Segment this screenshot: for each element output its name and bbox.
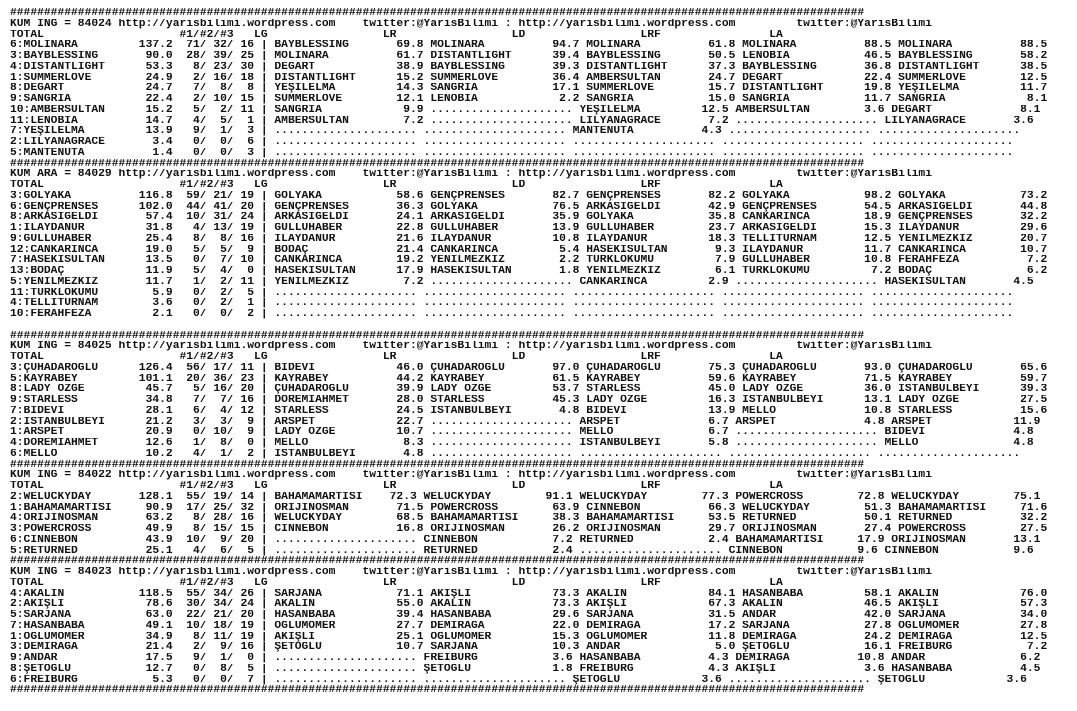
table-row: 4:ORİJİNOSMAN 63.2 8/ 28/ 16 | WELUCKYDAY 68.5 BAHAMAMARTISI 38.3 BAHAMAMARTISI 53.5 RETURNED 50.1 RETURNED 32.2 (10, 513, 1048, 524)
column-header: TOTAL #1/#2/#3 LG LR LD LRF LA (10, 481, 783, 492)
table-row (10, 320, 1077, 331)
table-row: 2:İSTANBULBEYİ 21.2 3/ 3/ 9 | ARSPET 22.7 ..................... ARSPET 6.7 ARSPET 4.8 ARSPET 11.9 (10, 416, 1041, 428)
block-kum-ing-84022 (10, 460, 1077, 557)
block-kum-ara-84029 (10, 159, 1077, 331)
table-row: 11:TÜRKLOKUMU 5.9 0/ 2/ 5 | ..................... ..................... ..................... ..................... ..................... (10, 287, 1014, 299)
table-row: 10:FERAHFEZA 2.1 0/ 0/ 2 | ..................... ..................... ..................... ..................... ..................... (10, 309, 1014, 320)
separator-line: ############################################################################################################################## (10, 8, 865, 19)
table-row: 8:ARKASIGELDİ 57.4 10/ 31/ 24 | ARKASIGELDİ 24.1 ARKASIGELDİ 35.9 GÖLYAKA 35.8 CANKARINCA 18.9 GENÇPRENSES 32.2 (10, 212, 1048, 223)
table-row: 3:GÖLYAKA 116.8 59/ 21/ 19 | GÖLYAKA 58.6 GENÇPRENSES 82.7 GENÇPRENSES 82.2 GÖLYAKA 98.2 GÖLYAKA 73.2 (10, 190, 1048, 202)
table-row: 6:MELLO 10.2 4/ 1/ 2 | İSTANBULBEYİ 4.8 ..................... ..................... ..................... ..................... (10, 448, 1021, 460)
table-row: 4:AKALIN 118.5 55/ 34/ 26 | SARJANA 71.1 AKIŞLI 73.3 AKALIN 84.1 HASANBABA 58.1 AKALIN 76.0 (10, 588, 1048, 600)
race-header: KUM ING = 84025 http://yarisbilimi.wordpress.com twitter:@YarisBilimi : http://yarisbilimi.wordpress.com twitter:@YarisBilimi (10, 341, 932, 352)
block-kum-ing-84025 (10, 331, 1077, 460)
table-row: 6:CİNNEBON 43.9 10/ 9/ 20 | ..................... CİNNEBON 7.2 RETURNED 2.4 BAHAMAMARTISI 17.9 ORİJİNOSMAN 13.1 (10, 534, 1041, 546)
table-row: 4:DOREMİAHMET 12.6 1/ 8/ 0 | MELLO 8.3 ..................... İSTANBULBEYİ 5.8 ..................... MELLO 4.8 (10, 438, 1034, 449)
table-row: 7:BİDEVİ 28.1 6/ 4/ 12 | STARLESS 24.5 İSTANBULBEYİ 4.8 BİDEVİ 13.9 MELLO 10.8 STARLESS 15.6 (10, 405, 1048, 417)
table-row: 6:FREIBURG 5.3 0/ 0/ 7 | ..................... ..................... ŞETOĞLU 3.6 ..................... ŞETOĞLU 3.6 (10, 674, 1027, 686)
table-row: 1:OĞLUMÖMER 34.9 8/ 11/ 19 | AKIŞLI 25.1 OĞLUMÖMER 15.3 OĞLUMÖMER 11.8 DEMİRAĞA 24.2 DEMİRAĞA 12.5 (10, 631, 1048, 643)
race-header: KUM ING = 84024 http://yarisbilimi.wordpress.com twitter:@YarisBilimi : http://yarisbilimi.wordpress.com twitter:@YarisBilimi (10, 18, 932, 30)
table-row: 6:MOLINARA 137.2 71/ 32/ 16 | BAYBLESSING 69.8 MOLINARA 94.7 MOLINARA 61.8 MOLINARA 88.5 MOLINARA 88.5 (10, 40, 1048, 51)
table-row: 11:LENOBIA 14.7 4/ 5/ 1 | AMBERSULTAN 7.2 ..................... LILYANAGRACE 7.2 ..................... LILYANAGRACE 3.6 (10, 115, 1034, 127)
table-row: 8:LADY ÖZGE 45.7 5/ 16/ 20 | ÇUHADAROĞLU 39.9 LADY ÖZGE 53.7 STARLESS 45.0 LADY ÖZGE 36.0 İSTANBULBEYİ 39.3 (10, 384, 1048, 395)
separator-line: ############################################################################################################################## (10, 158, 865, 170)
table-row: 1:ARSPET 20.9 0/ 10/ 9 | LADY ÖZGE 10.7 ..................... MELLO 6.7 ..................... BİDEVİ 4.8 (10, 427, 1034, 438)
table-row: 2:WELUCKYDAY 128.1 55/ 19/ 14 | BAHAMAMARTISI 72.3 WELUCKYDAY 91.1 WELUCKYDAY 77.3 POWERCROSS 72.8 WELUCKYDAY 75.1 (10, 491, 1041, 503)
table-row: 4:TELLITURNAM 3.6 0/ 2/ 1 | ..................... ..................... ..................... ..................... ..................... (10, 298, 1014, 309)
separator-line: ############################################################################################################################## (10, 459, 865, 471)
table-row: 1:İLAYDANUR 31.8 4/ 13/ 19 | GÜLLÜHABER 22.8 GÜLLÜHABER 13.9 GÜLLÜHABER 23.7 ARKASIGELDİ 15.3 İLAYDANUR 29.6 (10, 223, 1048, 234)
table-row: 8:ŞETOĞLU 12.7 0/ 8/ 5 | ..................... ŞETOĞLU 1.8 FREIBURG 4.3 AKIŞLI 3.6 HASANBABA 4.5 (10, 663, 1041, 675)
table-row: 13:BODAÇ 11.9 5/ 4/ 0 | HASEKİSULTAN 17.9 HASEKİSULTAN 1.8 YENİLMEZKIZ 6.1 TÜRKLOKUMU 7.2 BODAÇ 6.2 (10, 266, 1048, 277)
table-row: 7:HASANBABA 49.1 10/ 18/ 19 | OĞLUMÖMER 27.7 DEMİRAĞA 22.0 DEMİRAĞA 17.2 SARJANA 27.8 OĞLUMÖMER 27.8 (10, 620, 1048, 632)
block-kum-ing-84024 (10, 8, 1077, 159)
table-row: 7:HASEKİSULTAN 13.5 0/ 7/ 10 | CANKARINCA 19.2 YENİLMEZKIZ 2.2 TÜRKLOKUMU 7.9 GÜLLÜHABER 10.8 FERAHFEZA 7.2 (10, 255, 1048, 266)
column-header: TOTAL #1/#2/#3 LG LR LD LRF LA (10, 352, 783, 363)
table-row: 12:CANKARINCA 19.0 5/ 5/ 9 | BODAÇ 21.4 CANKARINCA 5.4 HASEKİSULTAN 9.3 İLAYDANUR 11.7 CANKARINCA 10.7 (10, 244, 1048, 256)
column-header: TOTAL #1/#2/#3 LG LR LD LRF LA (10, 180, 783, 191)
race-header: KUM ARA = 84029 http://yarisbilimi.wordpress.com twitter:@YarisBilimi : http://yarisbilimi.wordpress.com twitter:@YarisBilimi (10, 169, 932, 180)
table-row: 6:GENÇPRENSES 102.0 44/ 41/ 20 | GENÇPRENSES 36.3 GÖLYAKA 76.5 ARKASIGELDİ 42.9 GENÇPRENSES 54.5 ARKASIGELDİ 44.8 (10, 201, 1048, 213)
table-row: 5:KAYRABEY 101.1 20/ 36/ 23 | KAYRABEY 44.2 KAYRABEY 61.5 KAYRABEY 59.6 KAYRABEY 71.5 KAYRABEY 59.7 (10, 373, 1048, 385)
separator-line: ############################################################################################################################## (10, 556, 865, 567)
table-row: 3:BAYBLESSING 90.0 28/ 39/ 25 | MOLINARA 61.7 DISTANTLIGHT 39.4 BAYBLESSING 50.5 LENOBIA 46.5 BAYBLESSING 58.2 (10, 51, 1048, 62)
table-row: 9:ANDAR 17.5 9/ 1/ 0 | ..................... FREIBURG 3.6 HASANBABA 4.3 DEMİRAĞA 10.8 ANDAR 6.2 (10, 653, 1041, 664)
table-row: 3:ÇUHADAROĞLU 126.4 56/ 17/ 11 | BİDEVİ 46.0 ÇUHADAROĞLU 97.0 ÇUHADAROĞLU 75.3 ÇUHADAROĞLU 93.0 ÇUHADAROĞLU 65.6 (10, 362, 1048, 374)
table-row: 5:SARJANA 63.0 22/ 21/ 20 | HASANBABA 39.4 HASANBABA 29.6 SARJANA 31.5 ANDAR 42.0 SARJANA 34.0 (10, 610, 1048, 621)
table-row: 3:DEMİRAĞA 21.4 2/ 9/ 16 | ŞETOĞLU 10.7 SARJANA 10.3 ANDAR 5.0 ŞETOĞLU 16.1 FREIBURG 7.2 (10, 642, 1048, 653)
table-row: 2:AKIŞLI 78.6 30/ 34/ 24 | AKALIN 55.0 AKALIN 73.3 AKIŞLI 67.3 AKALIN 46.5 AKIŞLI 57.3 (10, 599, 1048, 610)
table-row: 9:SANGRIA 22.4 2/ 10/ 15 | SUMMERLOVE 12.1 LENOBIA 2.2 SANGRIA 15.0 SANGRIA 11.7 SANGRIA 8.1 (10, 94, 1048, 105)
block-kum-ing-84023 (10, 556, 1077, 685)
table-row: 9:GÜLLÜHABER 25.4 8/ 8/ 16 | İLAYDANUR 21.6 İLAYDANUR 10.8 İLAYDANUR 18.3 TELLITURNAM 12.5 YENİLMEZKIZ 20.7 (10, 233, 1048, 245)
table-row: 7:YEŞİLELMA 13.9 9/ 1/ 3 | ..................... ..................... MANTENUTA 4.3 ..................... ..................... (10, 126, 1021, 137)
column-header: TOTAL #1/#2/#3 LG LR LD LRF LA (10, 29, 783, 41)
table-row: 5:RETURNED 25.1 4/ 6/ 5 | ..................... RETURNED 2.4 ..................... CİNNEBON 9.6 CİNNEBON 9.6 (10, 545, 1034, 557)
table-row: 1:BAHAMAMARTISI 90.9 17/ 25/ 32 | ORİJİNOSMAN 71.5 POWERCROSS 63.9 CİNNEBON 66.3 WELUCKYDAY 51.3 BAHAMAMARTISI 71.6 (10, 502, 1048, 514)
column-header: TOTAL #1/#2/#3 LG LR LD LRF LA (10, 577, 783, 589)
table-row: 1:SUMMERLOVE 24.9 2/ 16/ 18 | DISTANTLIGHT 15.2 SUMMERLOVE 36.4 AMBERSULTAN 24.7 DEGART 22.4 SUMMERLOVE 12.5 (10, 72, 1048, 84)
footer-separator-line: ############################################################################################################################## (10, 685, 865, 696)
table-row: 3:POWERCROSS 49.9 8/ 15/ 15 | CİNNEBON 16.8 ORİJİNOSMAN 26.2 ORİJİNOSMAN 29.7 ORİJİNOSMAN 27.4 POWERCROSS 27.5 (10, 524, 1048, 535)
table-row: 2:LILYANAGRACE 3.4 0/ 0/ 6 | ..................... ..................... ..................... ..................... ..................... (10, 137, 1014, 148)
table-row: 8:DEGART 24.7 7/ 8/ 8 | YEŞİLELMA 14.3 SANGRIA 17.1 SUMMERLOVE 15.7 DISTANTLIGHT 19.8 YEŞİLELMA 11.7 (10, 83, 1048, 94)
table-row: 9:STARLESS 34.8 7/ 7/ 16 | DOREMİAHMET 28.0 STARLESS 45.3 LADY ÖZGE 16.3 İSTANBULBEYİ 13.1 LADY ÖZGE 27.5 (10, 395, 1048, 406)
table-row: 5:YENİLMEZKIZ 11.7 1/ 2/ 11 | YENİLMEZKIZ 7.2 ..................... CANKARINCA 2.9 ..................... HASEKİSULTAN 4.5 (10, 276, 1034, 288)
race-header: KUM ING = 84022 http://yarisbilimi.wordpress.com twitter:@YarisBilimi : http://yarisbilimi.wordpress.com twitter:@YarisBilimi (10, 470, 932, 481)
separator-line: ############################################################################################################################## (10, 330, 865, 342)
table-row: 10:AMBERSULTAN 15.2 5/ 2/ 11 | SANGRIA 9.9 ..................... YEŞİLELMA 12.5 AMBERSULTAN 3.6 DEGART 8.1 (10, 104, 1041, 116)
table-row: 4:DISTANTLIGHT 53.3 8/ 23/ 30 | DEGART 38.9 BAYBLESSING 39.3 DISTANTLIGHT 37.3 BAYBLESSING 36.8 DISTANTLIGHT 38.5 (10, 61, 1048, 73)
table-row: 5:MANTENUTA 1.4 0/ 0/ 3 | ..................... ..................... ..................... ..................... ..................... (10, 147, 1014, 159)
race-header: KUM ING = 84023 http://yarisbilimi.wordpress.com twitter:@YarisBilimi : http://yarisbilimi.wordpress.com twitter:@YarisBilimi (10, 567, 932, 578)
